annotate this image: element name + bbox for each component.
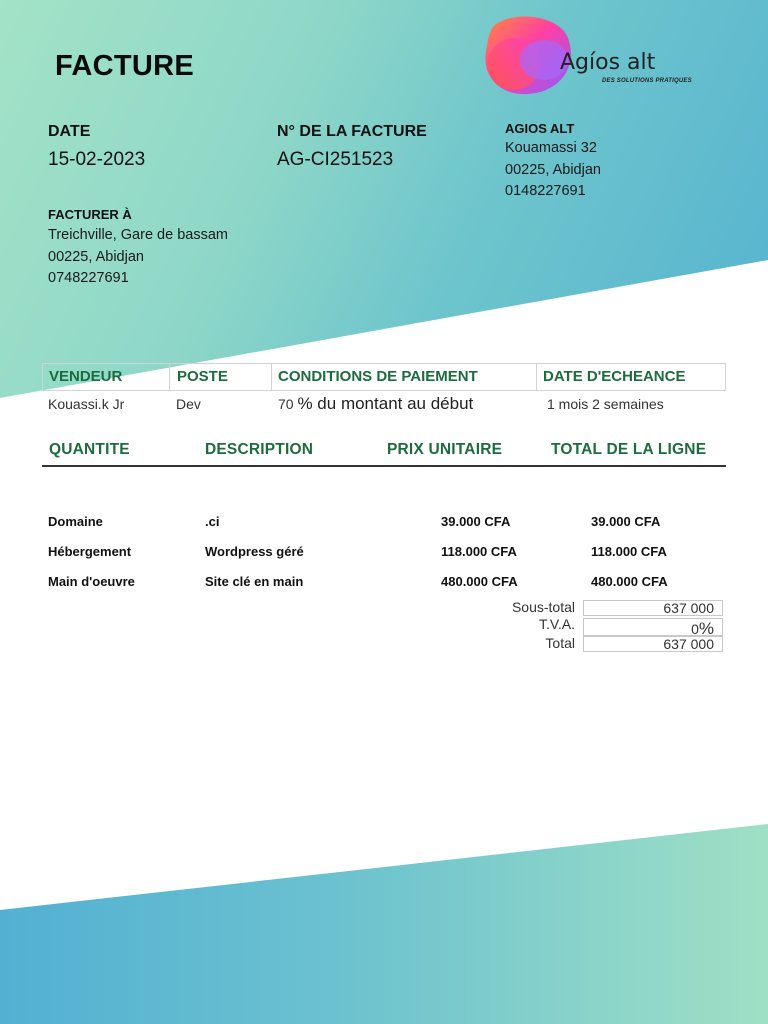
invoice-number-value: AG-CI251523 bbox=[277, 149, 394, 170]
tva-value-box bbox=[583, 618, 723, 636]
info-table-header bbox=[42, 363, 726, 391]
poste-value: Dev bbox=[176, 396, 201, 412]
item-total: 118.000 CFA bbox=[591, 544, 667, 559]
total-value: 637 000 bbox=[583, 636, 723, 652]
header-echeance: DATE D'ECHEANCE bbox=[543, 368, 686, 385]
tva-label: T.V.A. bbox=[538, 616, 575, 632]
item-prix: 39.000 CFA bbox=[441, 514, 511, 529]
conditions-value bbox=[278, 394, 473, 414]
document-title: FACTURE bbox=[55, 50, 195, 82]
company-phone: 0148227691 bbox=[505, 183, 586, 199]
header-quantite: QUANTITE bbox=[49, 441, 130, 458]
header-description: DESCRIPTION bbox=[205, 441, 314, 458]
bill-to-address-line: Treichville, Gare de bassam bbox=[48, 227, 228, 243]
item-total: 480.000 CFA bbox=[591, 574, 668, 589]
item-description: Site clé en main bbox=[205, 574, 304, 589]
header-conditions: CONDITIONS DE PAIEMENT bbox=[278, 368, 478, 385]
item-total: 39.000 CFA bbox=[591, 514, 661, 529]
date-value: 15-02-2023 bbox=[48, 149, 146, 170]
bill-to-label: FACTURER À bbox=[48, 207, 132, 222]
info-table-row bbox=[42, 391, 726, 421]
company-address-line: 00225, Abidjan bbox=[505, 161, 601, 178]
logo-wordmark: Agíos alt bbox=[560, 50, 656, 75]
conditions-percent: 70 bbox=[278, 396, 294, 412]
footer-gradient-background bbox=[0, 820, 768, 1024]
items-table-header bbox=[42, 437, 726, 467]
invoice-number-label: N° DE LA FACTURE bbox=[277, 123, 427, 140]
logo-tagline: DES SOLUTIONS PRATIQUES bbox=[602, 78, 692, 84]
conditions-text: % du montant au début bbox=[297, 394, 474, 413]
tva-value: 0 bbox=[691, 621, 699, 637]
header-prix-unitaire: PRIX UNITAIRE bbox=[387, 441, 503, 458]
item-prix: 118.000 CFA bbox=[441, 544, 517, 559]
header-total-ligne: TOTAL DE LA LIGNE bbox=[551, 441, 707, 458]
item-quantite: Main d'oeuvre bbox=[48, 574, 135, 589]
item-description: Wordpress géré bbox=[205, 544, 304, 559]
vendeur-value: Kouassi.k Jr bbox=[48, 396, 125, 412]
item-quantite: Hébergement bbox=[48, 544, 132, 559]
info-table bbox=[42, 363, 726, 421]
date-label: DATE bbox=[48, 123, 91, 140]
column-divider bbox=[169, 364, 170, 390]
company-address-line: Kouamassi 32 bbox=[505, 140, 597, 156]
header-vendeur: VENDEUR bbox=[49, 368, 123, 385]
subtotal-value: 637 000 bbox=[583, 600, 723, 616]
bill-to-phone: 0748227691 bbox=[48, 270, 129, 286]
item-prix: 480.000 CFA bbox=[441, 574, 518, 589]
total-label: Total bbox=[545, 635, 575, 651]
echeance-value: 1 mois 2 semaines bbox=[547, 396, 664, 412]
tva-unit: % bbox=[698, 619, 714, 638]
bill-to-address-line: 00225, Abidjan bbox=[48, 248, 144, 265]
header-poste: POSTE bbox=[177, 368, 228, 385]
subtotal-label: Sous-total bbox=[511, 599, 575, 615]
bill-to-address bbox=[48, 225, 228, 290]
company-address bbox=[505, 138, 601, 203]
item-description: .ci bbox=[205, 514, 220, 529]
company-name: AGIOS ALT bbox=[505, 121, 575, 136]
item-quantite: Domaine bbox=[48, 514, 103, 529]
